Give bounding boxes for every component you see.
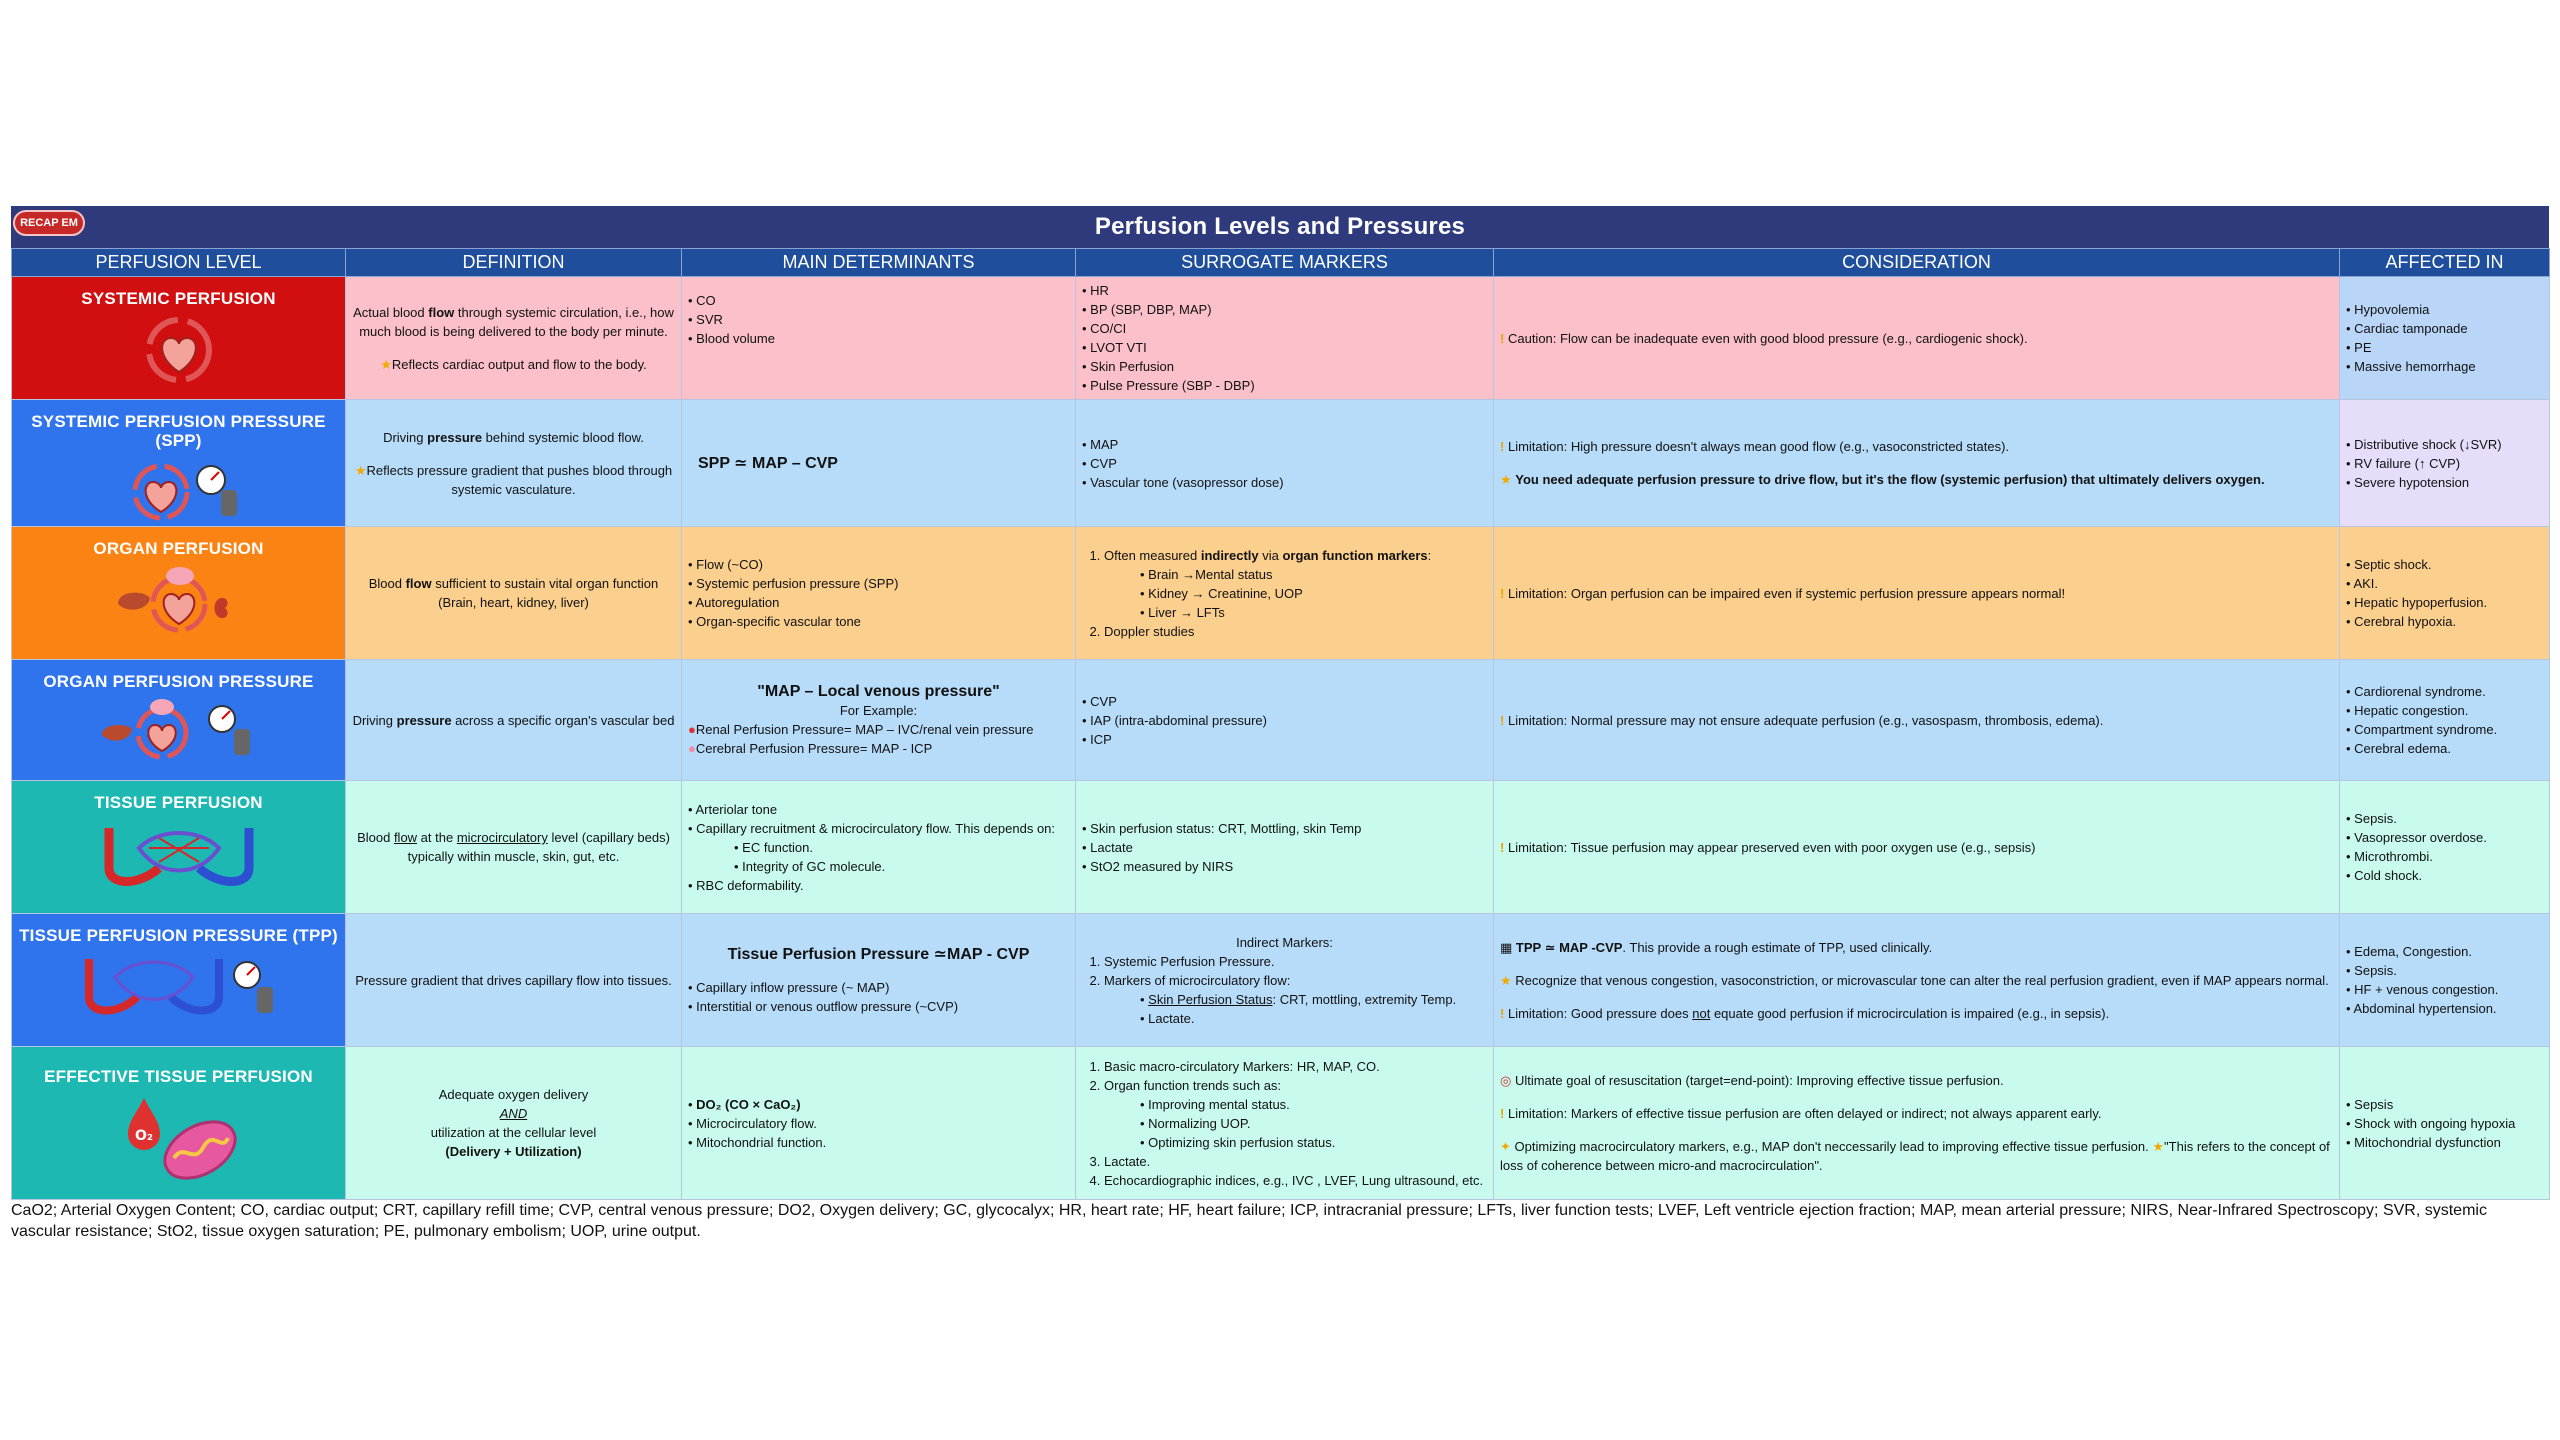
mitochondria-icon — [114, 1092, 244, 1184]
consideration-cell — [1494, 400, 2340, 527]
lightbulb-icon: ✦ — [1500, 1139, 1511, 1154]
markers-cell — [1076, 781, 1494, 914]
list-item: 2. Organ function trends such as: • Improving mental status. • Normalizing UOP. • Optimizing skin perfusion status. — [1104, 1076, 1487, 1152]
determinants-cell — [682, 527, 1076, 660]
table-row — [12, 781, 2550, 914]
list-item: • EC function. — [734, 838, 1069, 857]
list-item: • CVP — [1082, 692, 1487, 711]
list-item: • Systemic perfusion pressure (SPP) — [688, 574, 1069, 593]
list-item: • MAP — [1082, 435, 1487, 454]
warning-icon: ! — [1500, 585, 1505, 601]
indirect-markers-heading: Indirect Markers — [1236, 934, 1330, 950]
level-name: SYSTEMIC PERFUSION — [81, 289, 276, 308]
list-item: • Severe hypotension — [2346, 473, 2543, 492]
definition-text: level (capillary beds) typically within muscle, skin, gut, etc. — [407, 830, 670, 864]
list-item: 1. Basic macro-circulatory Markers: HR, MAP, CO. — [1104, 1057, 1487, 1076]
definition-text: behind systemic blood flow. — [482, 429, 644, 445]
markers-cell — [1076, 400, 1494, 527]
list-item: • DO₂ (CO × CaO₂) — [688, 1095, 1069, 1114]
table-row — [12, 527, 2550, 660]
list-item: • Sepsis. — [2346, 809, 2543, 828]
list-item: • Cerebral hypoxia. — [2346, 612, 2543, 631]
table-row — [12, 914, 2550, 1047]
level-cell — [12, 527, 346, 660]
cerebral-formula: Cerebral Perfusion Pressure= MAP - ICP — [695, 741, 933, 756]
definition-bold: (Delivery + Utilization) — [445, 1144, 582, 1159]
level-cell — [12, 400, 346, 527]
level-name: TISSUE PERFUSION PRESSURE (TPP) — [19, 926, 338, 945]
definition-bold: pressure — [396, 712, 452, 728]
list-item: • Capillary inflow pressure (~ MAP) — [688, 978, 1069, 997]
definition-bold: pressure — [427, 429, 483, 445]
markers-cell — [1076, 1047, 1494, 1200]
list-item: • Integrity of GC molecule. — [734, 857, 1069, 876]
list-item: • Edema, Congestion. — [2346, 942, 2543, 961]
consideration-text: Caution: Flow can be inadequate even with good blood pressure (e.g., cardiogenic shock). — [1507, 330, 2028, 346]
consideration-text: "This refers to the concept of loss of coherence between micro-and macrocirculation". — [1500, 1139, 2330, 1173]
list-item: • SVR — [688, 310, 1069, 329]
example-label: For Example: — [839, 703, 918, 718]
list-item: 2. Doppler studies — [1104, 622, 1487, 641]
markers-cell: Indirect Markers: 1. Systemic Perfusion Pressure. 2. Markers of microcirculatory flow: • Skin Perfusion Status: CRT, mottling, extremity Temp. • Lactate. — [1076, 914, 1494, 1047]
list-item: • Flow (~CO) — [688, 555, 1069, 574]
svg-text:O₂: O₂ — [134, 1128, 153, 1144]
list-item: • HF + venous congestion. — [2346, 980, 2543, 999]
list-item: 2. Markers of microcirculatory flow: • Skin Perfusion Status: CRT, mottling, extremity Temp. • Lactate. — [1104, 971, 1487, 1028]
tpp-formula: Tissue Perfusion Pressure ≃MAP - CVP — [727, 945, 1030, 963]
heart-gauge-icon — [109, 456, 249, 522]
definition-cell — [346, 400, 682, 527]
header-consideration: CONSIDERATION — [1494, 249, 2340, 277]
determinants-cell — [682, 914, 1076, 1047]
definition-text: Driving — [383, 429, 428, 445]
list-item: • Hepatic hypoperfusion. — [2346, 593, 2543, 612]
markers-cell — [1076, 660, 1494, 781]
list-item: 4. Echocardiographic indices, e.g., IVC , LVEF, Lung ultrasound, etc. — [1104, 1171, 1487, 1190]
list-item: • Microcirculatory flow. — [688, 1114, 1069, 1133]
target-icon: ◎ — [1500, 1073, 1512, 1088]
list-item: • PE — [2346, 338, 2543, 357]
definition-underline: flow — [393, 830, 418, 845]
list-item: • BP (SBP, DBP, MAP) — [1082, 300, 1487, 319]
list-item: • CO/CI — [1082, 319, 1487, 338]
definition-cell — [346, 781, 682, 914]
star-icon: ★ — [1500, 972, 1512, 988]
header-main-determinants: MAIN DETERMINANTS — [682, 249, 1076, 277]
consideration-text: Limitation: Organ perfusion can be impaired even if systemic perfusion pressure appears normal! — [1507, 585, 2066, 601]
star-icon: ★ — [354, 462, 367, 478]
list-item: • Optimizing skin perfusion status. — [1140, 1133, 1487, 1152]
definition-text: at the — [417, 830, 457, 845]
table-row — [12, 1047, 2550, 1200]
level-name: TISSUE PERFUSION — [94, 793, 263, 812]
list-item: • Vasopressor overdose. — [2346, 828, 2543, 847]
definition-cell: Pressure gradient that drives capillary flow into tissues. — [346, 914, 682, 1047]
heart-cycle-icon — [139, 314, 219, 384]
consideration-cell — [1494, 660, 2340, 781]
list-item: • Hepatic congestion. — [2346, 701, 2543, 720]
definition-cell — [346, 527, 682, 660]
warning-icon: ! — [1500, 839, 1505, 855]
definition-cell — [346, 660, 682, 781]
list-item: • Mitochondrial function. — [688, 1133, 1069, 1152]
consideration-cell — [1494, 277, 2340, 400]
list-item: • Cardiac tamponade — [2346, 319, 2543, 338]
header-surrogate-markers: SURROGATE MARKERS — [1076, 249, 1494, 277]
header-row — [12, 249, 2550, 277]
list-item: • CVP — [1082, 454, 1487, 473]
definition-underline: microcirculatory — [456, 830, 548, 845]
consideration-text: Limitation: High pressure doesn't always mean good flow (e.g., vasoconstricted states). — [1507, 439, 2010, 454]
definition-note: Reflects pressure gradient that pushes blood through systemic vasculature. — [366, 462, 673, 497]
markers-cell — [1076, 527, 1494, 660]
renal-formula: Renal Perfusion Pressure= MAP – IVC/renal vein pressure — [695, 722, 1034, 737]
definition-bold: flow — [405, 576, 432, 591]
definition-text: through systemic circulation, i.e., how much blood is being delivered to the body per minute. — [359, 304, 674, 339]
header-definition: DEFINITION — [346, 249, 682, 277]
list-item: • Normalizing UOP. — [1140, 1114, 1487, 1133]
list-item: 1. Systemic Perfusion Pressure. — [1104, 952, 1487, 971]
definition-text: Actual blood — [353, 304, 429, 320]
star-icon: ★ — [2152, 1139, 2165, 1154]
definition-note: Reflects cardiac output and flow to the body. — [391, 356, 647, 372]
definition-and: AND — [499, 1106, 528, 1121]
kidney-icon: ● — [688, 722, 696, 737]
warning-icon: ! — [1500, 1005, 1505, 1021]
organ-pressure-formula: "MAP – Local venous pressure" — [757, 683, 1000, 700]
header-perfusion-level: PERFUSION LEVEL — [12, 249, 346, 277]
list-item: • AKI. — [2346, 574, 2543, 593]
level-cell — [12, 660, 346, 781]
capillary-bed-icon — [99, 818, 259, 894]
consideration-cell: ▦ TPP ≃ MAP -CVP. This provide a rough estimate of TPP, used clinically. ★ Recognize that venous congestion, vasoconstriction, or microvascular tone can alter the real perfusion gradient, even if MAP appears normal. ! Limitation: Good pressure does not equate good perfusion if microcirculation is impaired (e.g., in sepsis). — [1494, 914, 2340, 1047]
consideration-text: Limitation: Tissue perfusion may appear preserved even with poor oxygen use (e.g., sepsis) — [1507, 839, 2036, 855]
list-item: • Improving mental status. — [1140, 1095, 1487, 1114]
consideration-bold: You need adequate perfusion pressure to drive flow, but it's the flow (systemic perfusion) that ultimately delivers oxygen. — [1515, 472, 2265, 487]
list-item: 1. Often measured indirectly via organ function markers: • Brain →Mental status • Kidney → Creatinine, UOP • Liver → LFTs — [1104, 546, 1487, 622]
list-item: • Skin Perfusion — [1082, 357, 1487, 376]
list-item: • Cerebral edema. — [2346, 739, 2543, 758]
list-item: • Microthrombi. — [2346, 847, 2543, 866]
determinants-cell — [682, 781, 1076, 914]
level-name: EFFECTIVE TISSUE PERFUSION — [44, 1067, 313, 1086]
list-item: • HR — [1082, 281, 1487, 300]
list-item: • Skin perfusion status: CRT, Mottling, skin Temp — [1082, 819, 1487, 838]
definition-text: Blood — [368, 576, 406, 591]
consideration-cell — [1494, 781, 2340, 914]
list-item: • Abdominal hypertension. — [2346, 999, 2543, 1018]
star-icon: ★ — [1500, 472, 1512, 487]
consideration-text: Limitation: Normal pressure may not ensure adequate perfusion (e.g., vasospasm, thrombosis, edema). — [1507, 712, 2104, 728]
header-affected-in: AFFECTED IN — [2340, 249, 2550, 277]
perfusion-table-frame — [11, 206, 2549, 1200]
list-item: • Pulse Pressure (SBP - DBP) — [1082, 376, 1487, 395]
level-cell — [12, 781, 346, 914]
list-item: • Cardiorenal syndrome. — [2346, 682, 2543, 701]
list-item: 3. Lactate. — [1104, 1152, 1487, 1171]
brain-icon: ● — [688, 741, 696, 756]
list-item: • Liver → LFTs — [1140, 603, 1487, 622]
definition-cell — [346, 1047, 682, 1200]
level-name: SYSTEMIC PERFUSION PRESSURE (SPP) — [31, 412, 326, 450]
list-item: • Autoregulation — [688, 593, 1069, 612]
list-item: • Sepsis. — [2346, 961, 2543, 980]
definition-text: Driving — [352, 712, 397, 728]
consideration-text: Recognize that venous congestion, vasoconstriction, or microvascular tone can alter the real perfusion gradient, even if MAP appears normal. — [1515, 972, 2329, 988]
list-item: • Interstitial or venous outflow pressure (~CVP) — [688, 997, 1069, 1016]
definition-text: across a specific organ's vascular bed — [451, 712, 675, 728]
list-item: • RV failure (↑ CVP) — [2346, 454, 2543, 473]
list-item: • Vascular tone (vasopressor dose) — [1082, 473, 1487, 492]
definition-text: Adequate oxygen delivery — [438, 1087, 589, 1102]
list-item: • Organ-specific vascular tone — [688, 612, 1069, 631]
list-item: • IAP (intra-abdominal pressure) — [1082, 711, 1487, 730]
organs-icon — [104, 564, 254, 636]
consideration-text: . This provide a rough estimate of TPP, used clinically. — [1622, 939, 1933, 955]
consideration-text: Ultimate goal of resuscitation (target=end-point): Improving effective tissue perfusion. — [1514, 1073, 2004, 1088]
list-item: • Cold shock. — [2346, 866, 2543, 885]
table-row — [12, 660, 2550, 781]
warning-icon: ! — [1500, 1106, 1505, 1121]
definition-cell — [346, 277, 682, 400]
list-item: • LVOT VTI — [1082, 338, 1487, 357]
list-item: • Compartment syndrome. — [2346, 720, 2543, 739]
list-item: • Massive hemorrhage — [2346, 357, 2543, 376]
consideration-cell — [1494, 1047, 2340, 1200]
title-bar — [11, 206, 2549, 248]
affected-cell — [2340, 781, 2550, 914]
level-cell — [12, 1047, 346, 1200]
list-item: • Mitochondrial dysfunction — [2346, 1133, 2543, 1152]
consideration-bold: TPP ≃ MAP -CVP — [1515, 939, 1623, 955]
list-item: • ICP — [1082, 730, 1487, 749]
list-item: • Kidney → Creatinine, UOP — [1140, 584, 1487, 603]
definition-text: utilization at the cellular level — [430, 1125, 597, 1140]
star-icon: ★ — [380, 356, 392, 372]
list-item: • StO2 measured by NIRS — [1082, 857, 1487, 876]
warning-icon: ! — [1500, 439, 1505, 454]
warning-icon: ! — [1500, 712, 1505, 728]
warning-icon: ! — [1500, 330, 1505, 346]
definition-text: sufficient to sustain vital organ function (Brain, heart, kidney, liver) — [431, 576, 659, 610]
calculator-icon: ▦ — [1500, 939, 1513, 955]
organs-gauge-icon — [94, 697, 264, 763]
list-item: • Septic shock. — [2346, 555, 2543, 574]
list-item: • Sepsis — [2346, 1095, 2543, 1114]
list-item: • Lactate. — [1140, 1009, 1487, 1028]
determinants-cell — [682, 1047, 1076, 1200]
list-item: • Lactate — [1082, 838, 1487, 857]
affected-cell — [2340, 527, 2550, 660]
abbreviations-footnote: CaO2; Arterial Oxygen Content; CO, cardiac output; CRT, capillary refill time; CVP, central venous pressure; DO2, Oxygen delivery; GC, glycocalyx; HR, heart rate; HF, heart failure; ICP, intracranial pressure; LFTs, liver function tests; LVEF, Left ventricle ejection fraction; MAP, mean arterial pressure; NIRS, Near-Infrared Spectroscopy; SVR, systemic vascular resistance; StO2, tissue oxygen saturation; PE, pulmonary embolism; UOP, urine output. — [11, 1202, 2487, 1240]
affected-cell — [2340, 400, 2550, 527]
level-name: ORGAN PERFUSION — [93, 539, 264, 558]
table-row — [12, 277, 2550, 400]
determinants-cell — [682, 660, 1076, 781]
spp-formula: SPP ≃ MAP – CVP — [698, 454, 838, 472]
table-row — [12, 400, 2550, 527]
level-name: ORGAN PERFUSION PRESSURE — [43, 672, 314, 691]
consideration-text: Limitation: Markers of effective tissue perfusion are often delayed or indirect; not always apparent early. — [1507, 1106, 2102, 1121]
list-item: • Brain →Mental status — [1140, 565, 1487, 584]
affected-cell — [2340, 277, 2550, 400]
list-item: • Arteriolar tone — [688, 800, 1069, 819]
list-item: • Distributive shock (↓SVR) — [2346, 435, 2543, 454]
recap-em-logo: RECAP EM — [13, 210, 85, 236]
consideration-text: Optimizing macrocirculatory markers, e.g., MAP don't neccessarily lead to improving effective tissue perfusion. — [1514, 1139, 2149, 1154]
list-item: • Shock with ongoing hypoxia — [2346, 1114, 2543, 1133]
markers-cell — [1076, 277, 1494, 400]
affected-cell — [2340, 1047, 2550, 1200]
perfusion-table — [11, 248, 2550, 1200]
affected-cell — [2340, 660, 2550, 781]
determinants-cell — [682, 277, 1076, 400]
definition-bold: flow — [428, 304, 455, 320]
list-item: • Hypovolemia — [2346, 300, 2543, 319]
list-item: • Capillary recruitment & microcirculatory flow. This depends on: • EC function. • Integrity of GC molecule. — [688, 819, 1069, 876]
level-cell — [12, 914, 346, 1047]
list-item: • RBC deformability. — [688, 876, 1069, 895]
consideration-cell — [1494, 527, 2340, 660]
definition-text: Blood — [357, 830, 394, 845]
list-item: • CO — [688, 291, 1069, 310]
affected-cell — [2340, 914, 2550, 1047]
determinants-cell — [682, 400, 1076, 527]
list-item: • Blood volume — [688, 329, 1069, 348]
list-item: • Skin Perfusion Status: CRT, mottling, extremity Temp. — [1140, 990, 1487, 1009]
capillary-gauge-icon — [79, 951, 279, 1023]
level-cell — [12, 277, 346, 400]
page-title: Perfusion Levels and Pressures — [1094, 213, 1466, 240]
